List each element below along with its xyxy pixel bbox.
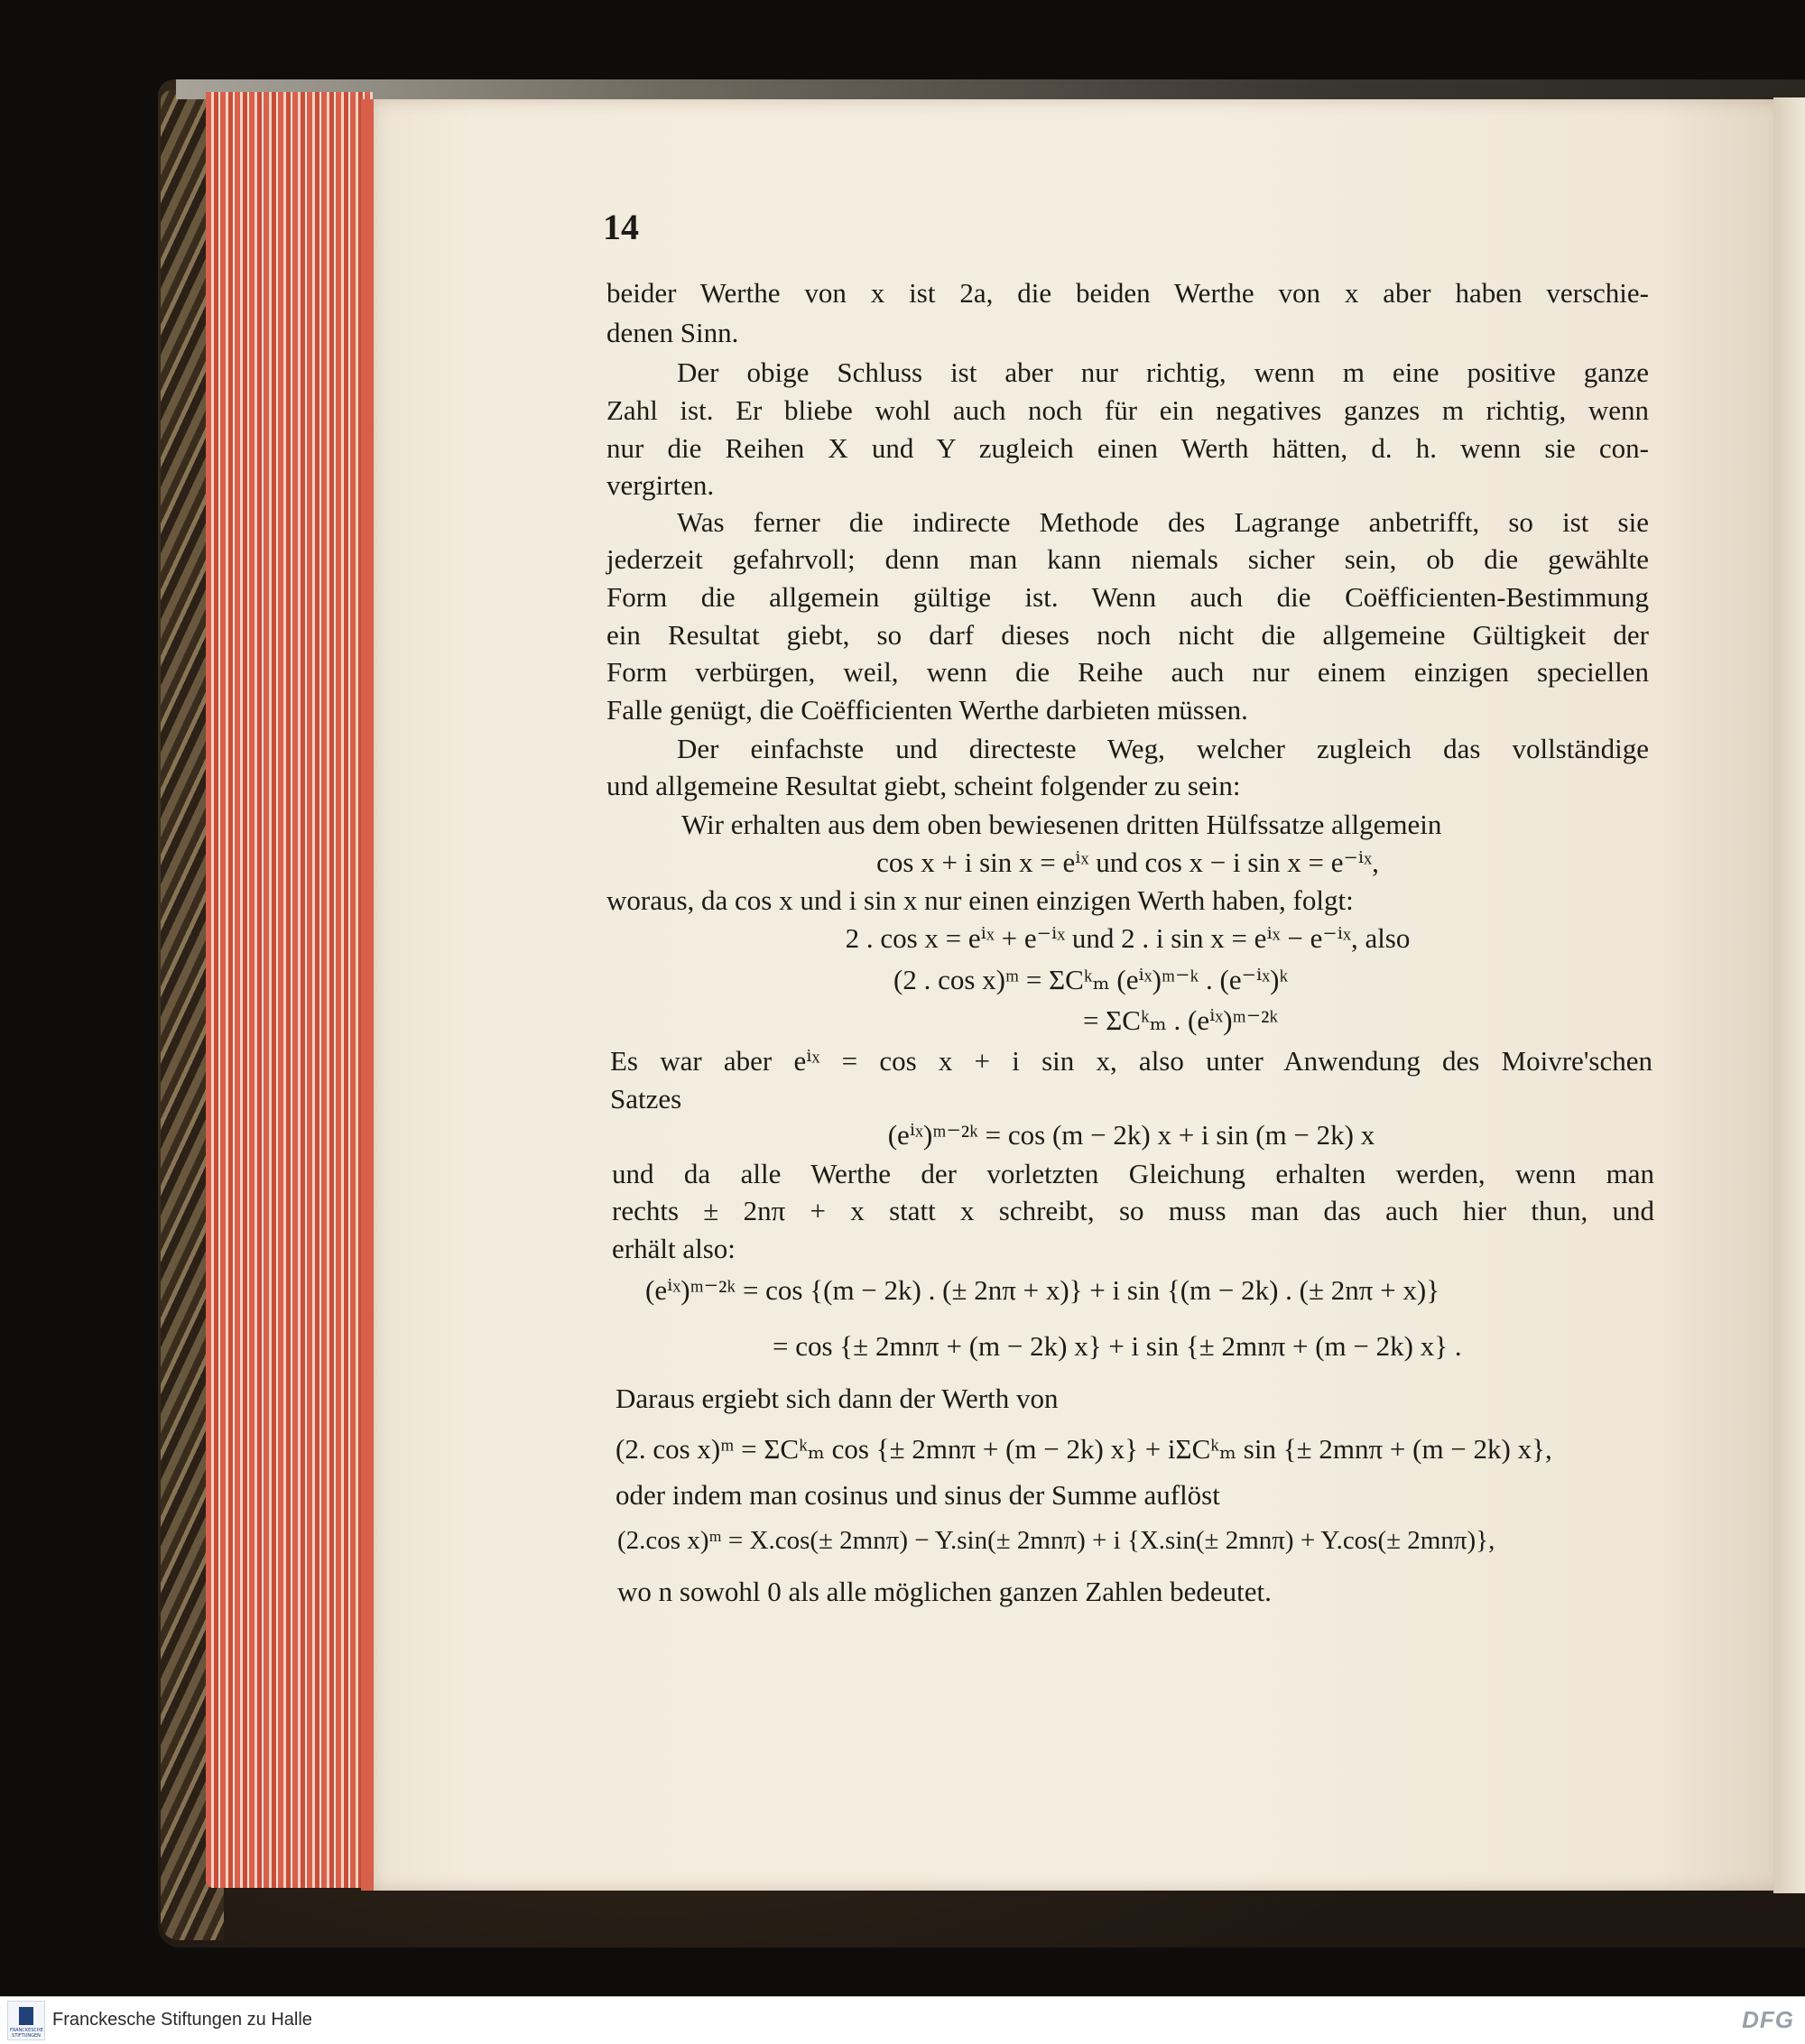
text-line: Was ferner die indirecte Methode des Lagrange anbetrifft, so ist sie — [677, 506, 1649, 538]
page-red-edge — [361, 99, 374, 1891]
page-edges-red — [206, 92, 373, 1888]
text-line: rechts ± 2nπ + x statt x schreibt, so muss man das auch hier thun, und — [612, 1195, 1654, 1226]
equation-line: (eⁱˣ)ᵐ⁻²ᵏ = cos (m − 2k) x + i sin (m − 2k) x — [887, 1119, 1375, 1151]
text-line: denen Sinn. — [606, 317, 739, 348]
equation-line: cos x + i sin x = eⁱˣ und cos x − i sin x = e⁻ⁱˣ, — [876, 846, 1379, 878]
text-line: Form verbürgen, weil, wenn die Reihe auch nur einem einzigen speciellen — [606, 656, 1649, 688]
text-line: Zahl ist. Er bliebe wohl auch noch für ein negatives ganzes m richtig, wenn — [606, 394, 1649, 426]
text-line: beider Werthe von x ist 2a, die beiden Werthe von x aber haben verschie- — [606, 277, 1649, 309]
equation-line: (eⁱˣ)ᵐ⁻²ᵏ = cos {(m − 2k) . (± 2nπ + x)} + i sin {(m − 2k) . (± 2nπ + x)} — [645, 1274, 1440, 1306]
text-line: und allgemeine Resultat giebt, scheint folgender zu sein: — [606, 770, 1241, 801]
equation-line: (2.cos x)ᵐ = X.cos(± 2mnπ) − Y.sin(± 2mnπ) + i {X.sin(± 2mnπ) + Y.cos(± 2mnπ)}, — [617, 1526, 1495, 1555]
equation-line: = cos {± 2mnπ + (m − 2k) x} + i sin {± 2mnπ + (m − 2k) x} . — [773, 1330, 1462, 1362]
facing-page-edge — [1773, 97, 1805, 1893]
page-number: 14 — [603, 207, 639, 247]
text-line: oder indem man cosinus und sinus der Summe auflöst — [616, 1479, 1220, 1511]
text-line: und da alle Werthe der vorletzten Gleichung erhalten werden, wenn man — [612, 1158, 1654, 1189]
viewer-footer — [0, 1996, 1805, 2044]
logo-text: FRANCKESCHE STIFTUNGEN — [10, 2028, 43, 2039]
equation-line: (2 . cos x)ᵐ = ΣCᵏₘ (eⁱˣ)ᵐ⁻ᵏ . (e⁻ⁱˣ)ᵏ — [893, 964, 1289, 995]
text-line: Form die allgemein gültige ist. Wenn auch die Coëfficienten-Bestimmung — [606, 581, 1649, 613]
text-line: Satzes — [610, 1083, 682, 1114]
equation-line: = ΣCᵏₘ . (eⁱˣ)ᵐ⁻²ᵏ — [1083, 1004, 1279, 1036]
text-line: Der obige Schluss ist aber nur richtig, wenn m eine positive ganze — [677, 356, 1649, 388]
text-line: nur die Reihen X und Y zugleich einen Werth hätten, d. h. wenn sie con- — [606, 432, 1649, 464]
equation-line: (2. cos x)ᵐ = ΣCᵏₘ cos {± 2mnπ + (m − 2k) x} + iΣCᵏₘ sin {± 2mnπ + (m − 2k) x}, — [616, 1433, 1552, 1465]
building-icon — [19, 2007, 33, 2025]
institution-name: Franckesche Stiftungen zu Halle — [52, 2010, 312, 2030]
institution-logo — [7, 2001, 45, 2040]
text-line: woraus, da cos x und i sin x nur einen einzigen Werth haben, folgt: — [606, 884, 1354, 916]
equation-line: 2 . cos x = eⁱˣ + e⁻ⁱˣ und 2 . i sin x = eⁱˣ − e⁻ⁱˣ, also — [845, 922, 1411, 954]
text-line: Es war aber eⁱˣ = cos x + i sin x, also unter Anwendung des Moivre'schen — [610, 1045, 1652, 1077]
book-top-edge — [176, 79, 1805, 99]
dfg-logo: DFG — [1742, 2006, 1794, 2033]
text-line: ein Resultat giebt, so darf dieses noch nicht die allgemeine Gültigkeit der — [606, 619, 1649, 651]
text-line: Daraus ergiebt sich dann der Werth von — [616, 1383, 1059, 1414]
text-line: wo n sowohl 0 als alle möglichen ganzen Zahlen bedeutet. — [617, 1576, 1272, 1607]
text-line: Der einfachste und directeste Weg, welcher zugleich das vollständige — [677, 733, 1649, 764]
text-line: Wir erhalten aus dem oben bewiesenen dritten Hülfssatze allgemein — [681, 809, 1442, 840]
text-line: vergirten. — [606, 469, 715, 501]
text-line: erhält also: — [612, 1233, 736, 1264]
text-line: Falle genügt, die Coëfficienten Werthe darbieten müssen. — [606, 694, 1248, 726]
text-line: jederzeit gefahrvoll; denn man kann niemals sicher sein, ob die gewählte — [606, 543, 1649, 575]
